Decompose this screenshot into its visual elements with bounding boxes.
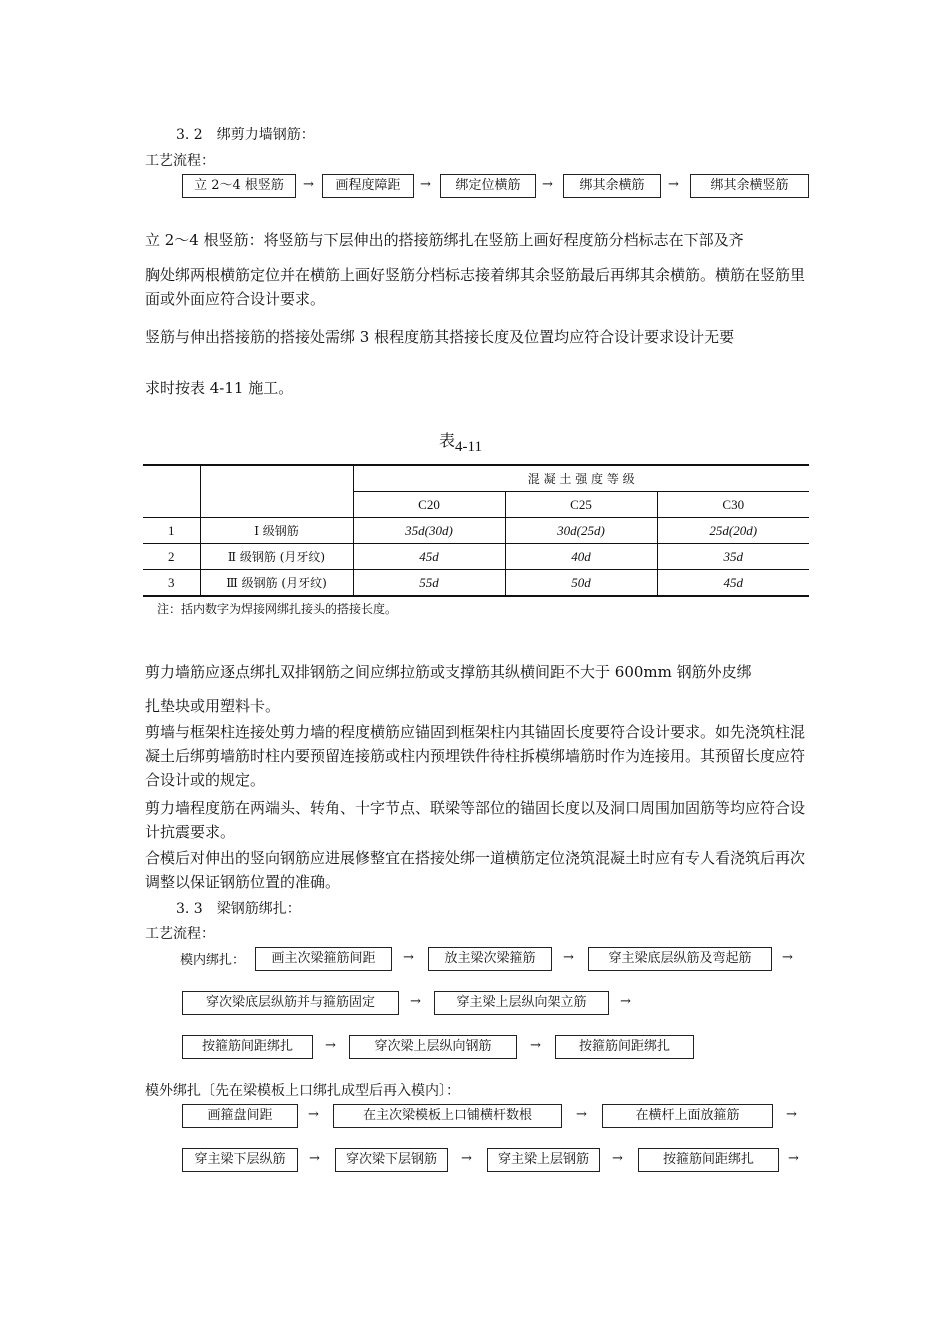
arrow-icon: →: [612, 1151, 623, 1166]
flow-step: 穿次梁底层纵筋并与箍筋固定: [182, 991, 399, 1015]
grade-header: C30: [722, 496, 745, 512]
table-row: [143, 570, 809, 597]
paragraph-1b: 胸处绑两根横筋定位并在横筋上画好竖筋分档标志接着绑其余竖筋最后再绑其余横筋。横筋在竖筋里面或外面应符合设计要求。: [145, 266, 806, 308]
flow-label-3-2: 工艺流程：: [145, 153, 215, 169]
grade-header: C25: [505, 492, 657, 518]
arrow-icon: →: [309, 1151, 320, 1166]
arrow-icon: →: [563, 950, 574, 965]
paragraph-3b: 扎垫块或用塑料卡。: [145, 697, 281, 715]
arrow-icon: →: [620, 994, 631, 1009]
table-caption: [439, 428, 482, 455]
arrow-icon: →: [308, 1107, 319, 1122]
arrow-icon: →: [403, 950, 414, 965]
value-c25: 30d(25d): [505, 518, 657, 544]
flow-step: 穿主梁下层纵筋: [182, 1148, 298, 1172]
value-c25: 40d: [505, 544, 657, 570]
arrow-icon: →: [542, 177, 553, 192]
table-header-blank: [143, 465, 200, 518]
row-number: 2: [143, 544, 200, 570]
grade-header: C20: [353, 492, 505, 518]
flow-step: 穿主梁上层纵向架立筋: [434, 991, 609, 1015]
table-group-header: 混 凝 土 强 度 等 级: [353, 465, 809, 492]
flow-step: 按箍筋间距绑扎: [182, 1035, 313, 1059]
flow-step: 按箍筋间距绑扎: [555, 1035, 694, 1059]
paragraph-2b: 求时按表 4-11 施工。: [145, 379, 294, 397]
value-c30: 45d: [723, 574, 743, 590]
flow-step: 按箍筋间距绑扎: [638, 1148, 779, 1172]
inner-binding-label: 模内绑扎：: [180, 953, 246, 968]
rebar-type: Ⅱ 级钢筋 (月牙纹): [200, 544, 353, 570]
value-c20: 55d: [353, 570, 505, 597]
value-c30: 35d: [723, 548, 743, 564]
flow-step: 穿次梁下层钢筋: [335, 1148, 448, 1172]
flow-step: 绑其余横筋: [563, 174, 661, 198]
flow-label-3-3: 工艺流程：: [145, 926, 215, 942]
value-c20: 45d: [353, 544, 505, 570]
paragraph-1a: 立 2～4 根竖筋：将竖筋与下层伸出的搭接筋绑扎在竖筋上画好程度筋分档标志在下部及齐: [145, 231, 744, 249]
arrow-icon: →: [782, 950, 793, 965]
value-c25: 50d: [505, 570, 657, 597]
arrow-icon: →: [420, 177, 431, 192]
outer-binding-label: 模外绑扎〔先在梁模板上口绑扎成型后再入模内〕：: [145, 1083, 460, 1099]
lap-length-table: [143, 464, 809, 597]
flow-step: 穿主梁底层纵筋及弯起筋: [588, 947, 772, 971]
flow-step: 绑其余横竖筋: [690, 174, 809, 198]
table-header-blank: [200, 465, 353, 518]
flow-step: 放主梁次梁箍筋: [428, 947, 552, 971]
flow-step: 画箍盘间距: [182, 1104, 298, 1128]
arrow-icon: →: [788, 1151, 799, 1166]
value-c30: 25d(20d): [709, 522, 758, 538]
rebar-type: Ⅰ 级钢筋: [200, 518, 353, 544]
flow-step: 在主次梁模板上口铺横杆数根: [333, 1104, 562, 1128]
row-number: 1: [143, 518, 200, 544]
flow-step: 画主次梁箍筋间距: [255, 947, 392, 971]
arrow-icon: →: [530, 1038, 541, 1053]
arrow-icon: →: [668, 177, 679, 192]
rebar-type: Ⅲ 级钢筋 (月牙纹): [200, 570, 353, 597]
paragraph-6: 合模后对伸出的竖向钢筋应进展修整宜在搭接处绑一道横筋定位浇筑混凝土时应有专人看浇筑后再次调整以保证钢筋位置的准确。: [145, 849, 806, 891]
flow-step: 绑定位横筋: [440, 174, 536, 198]
flow-step: 立 2～4 根竖筋: [182, 174, 296, 198]
arrow-icon: →: [303, 177, 314, 192]
arrow-icon: →: [325, 1038, 336, 1053]
table-row: [143, 518, 809, 544]
flow-step: 画程度障距: [322, 174, 414, 198]
arrow-icon: →: [461, 1151, 472, 1166]
arrow-icon: →: [410, 994, 421, 1009]
table-caption-main: 表: [439, 431, 456, 450]
paragraph-4: 剪墙与框架柱连接处剪力墙的程度横筋应锚固到框架柱内其锚固长度要符合设计要求。如先浇筑柱混凝土后绑剪墙筋时柱内要预留连接筋或柱内预埋铁件待柱拆模绑墙筋时作为连接用。其预留长度应符合设计或的规定。: [145, 723, 806, 789]
flow-step: 在横杆上面放箍筋: [602, 1104, 773, 1128]
value-c20: 35d(30d): [353, 518, 505, 544]
arrow-icon: →: [786, 1107, 797, 1122]
arrow-icon: →: [576, 1107, 587, 1122]
section-3-2-heading: 3. 2 绑剪力墙钢筋：: [176, 127, 315, 143]
flow-step: 穿次梁上层纵向钢筋: [349, 1035, 517, 1059]
paragraph-5: 剪力墙程度筋在两端头、转角、十字节点、联梁等部位的锚固长度以及洞口周围加固筋等均应符合设计抗震要求。: [145, 799, 806, 841]
table-row: [143, 544, 809, 570]
table-caption-number: 4-11: [455, 439, 482, 455]
flow-step: 穿主梁上层钢筋: [487, 1148, 600, 1172]
paragraph-3a: 剪力墙筋应逐点绑扎双排钢筋之间应绑拉筋或支撑筋其纵横间距不大于 600mm 钢筋外皮绑: [145, 663, 752, 681]
paragraph-2a: 竖筋与伸出搭接筋的搭接处需绑 3 根程度筋其搭接长度及位置均应符合设计要求设计无要: [145, 328, 735, 346]
section-3-3-heading: 3. 3 梁钢筋绑扎：: [176, 901, 301, 917]
table-note: 注：括内数字为焊接网绑扎接头的搭接长度。: [157, 602, 398, 616]
row-number: 3: [143, 570, 200, 597]
